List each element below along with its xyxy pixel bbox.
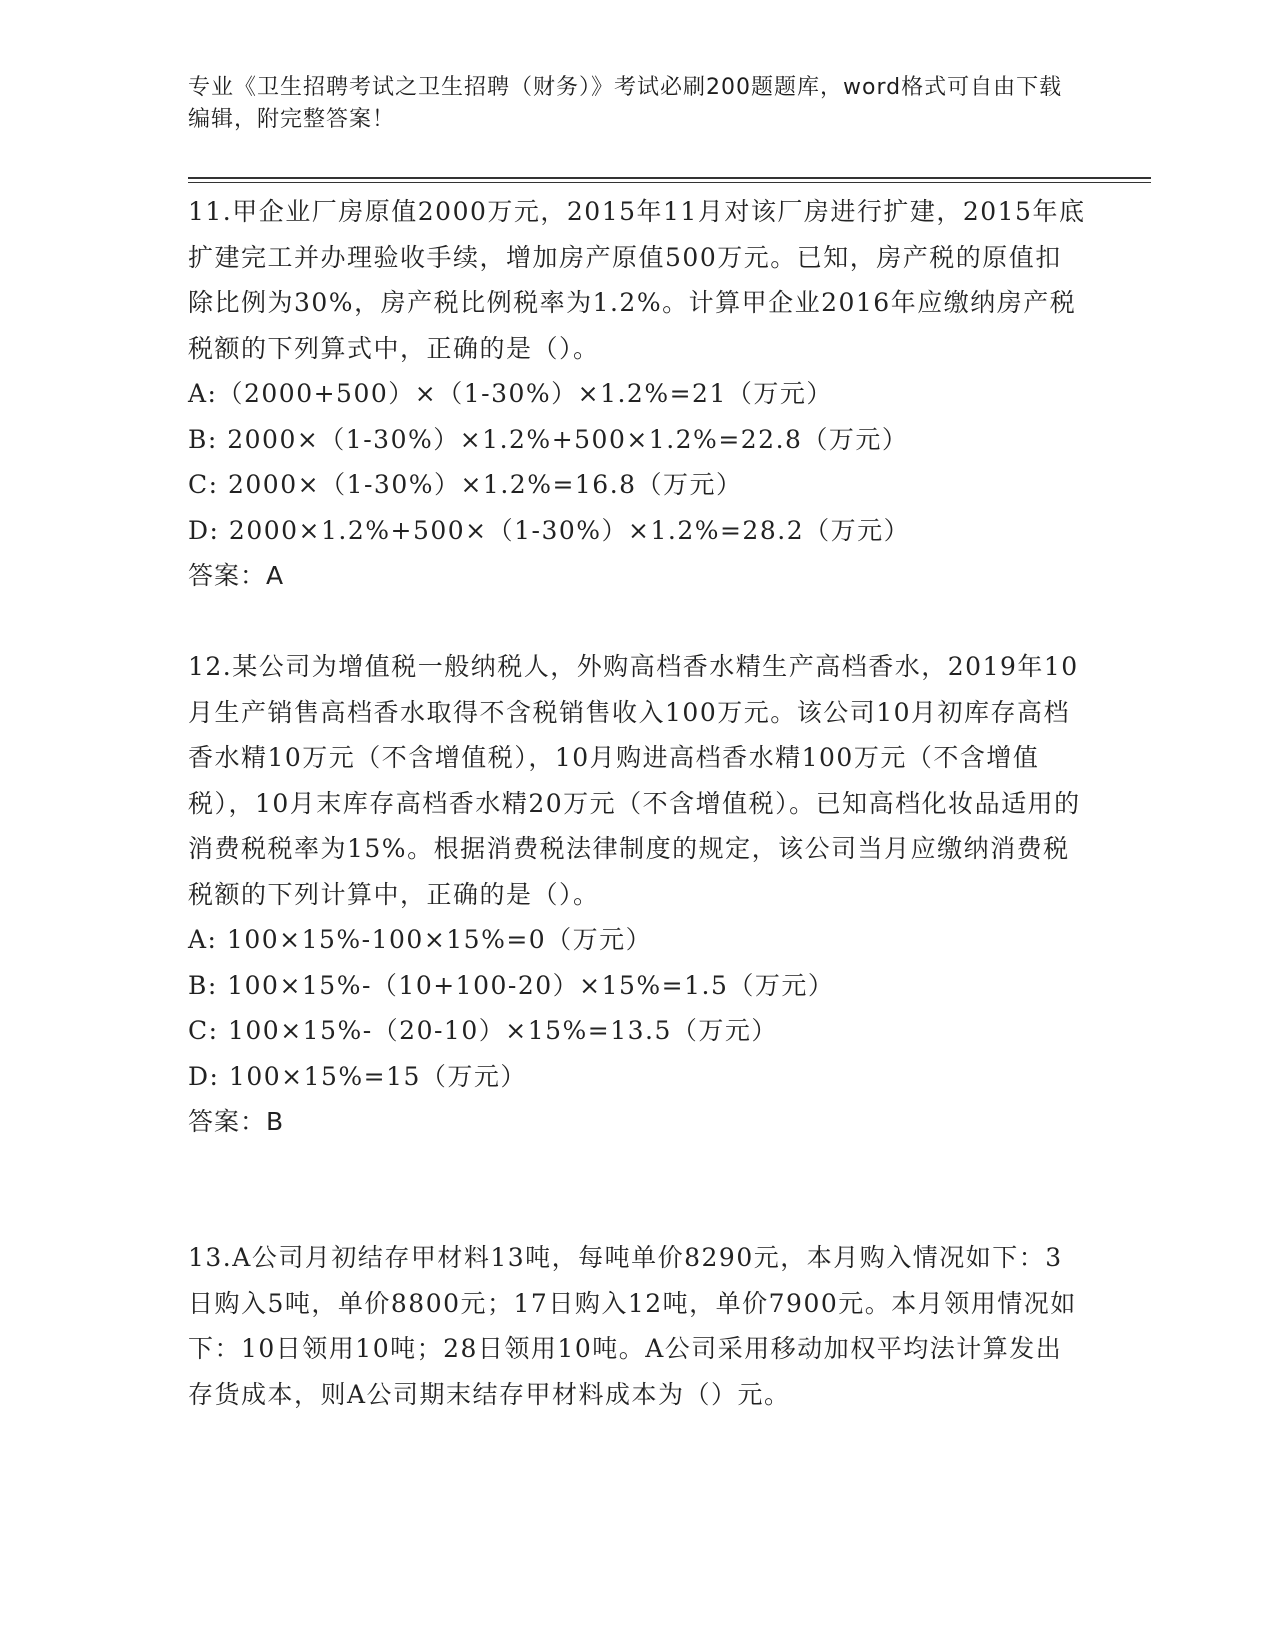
option-c: C: 100×15%-（20-10）×15%=13.5（万元） bbox=[188, 1016, 778, 1045]
option-c: C: 2000×（1-30%）×1.2%=16.8（万元） bbox=[188, 470, 743, 499]
question-text: 11.甲企业厂房原值2000万元，2015年11月对该厂房进行扩建，2015年底扩建完工并办理验收手续，增加房产原值500万元。已知，房产税的原值扣除比例为30%，房产税比例税率为1.2%。计算甲企业2016年应缴纳房产税税额的下列算式中，正确的是（）。 bbox=[188, 197, 1086, 363]
question-11 bbox=[188, 189, 1088, 599]
header-divider-thin bbox=[188, 182, 1151, 183]
option-a: A: 100×15%-100×15%=0（万元） bbox=[188, 925, 653, 954]
question-12 bbox=[188, 644, 1088, 1145]
option-d: D: 100×15%=15（万元） bbox=[188, 1061, 527, 1091]
answer: 答案：B bbox=[188, 1107, 285, 1136]
option-a: A:（2000+500）×（1-30%）×1.2%=21（万元） bbox=[188, 379, 833, 408]
answer: 答案：A bbox=[188, 561, 285, 590]
header-divider-thick bbox=[188, 177, 1151, 179]
option-b: B: 2000×（1-30%）×1.2%+500×1.2%=22.8（万元） bbox=[188, 424, 909, 454]
question-text: 12.某公司为增值税一般纳税人，外购高档香水精生产高档香水，2019年10月生产销售高档香水取得不含税销售收入100万元。该公司10月初库存高档香水精10万元（不含增值税），10月购进高档香水精100万元（不含增值税），10月末库存高档香水精20万元（不含增值税）。已知高档化妆品适用的消费税税率为15%。根据消费税法律制度的规定，该公司当月应缴纳消费税税额的下列计算中，正确的是（）。 bbox=[188, 652, 1081, 909]
question-13 bbox=[188, 1235, 1088, 1417]
question-text: 13.A公司月初结存甲材料13吨，每吨单价8290元，本月购入情况如下：3日购入5吨，单价8800元；17日购入12吨，单价7900元。本月领用情况如下：10日领用10吨；28日领用10吨。A公司采用移动加权平均法计算发出存货成本，则A公司期末结存甲材料成本为（）元。 bbox=[188, 1243, 1077, 1409]
document-header: 专业《卫生招聘考试之卫生招聘（财务）》考试必刷200题题库，word格式可自由下载编辑，附完整答案！ bbox=[188, 75, 1063, 132]
option-b: B: 100×15%-（10+100-20）×15%=1.5（万元） bbox=[188, 970, 835, 1000]
option-d: D: 2000×1.2%+500×（1-30%）×1.2%=28.2（万元） bbox=[188, 515, 911, 545]
